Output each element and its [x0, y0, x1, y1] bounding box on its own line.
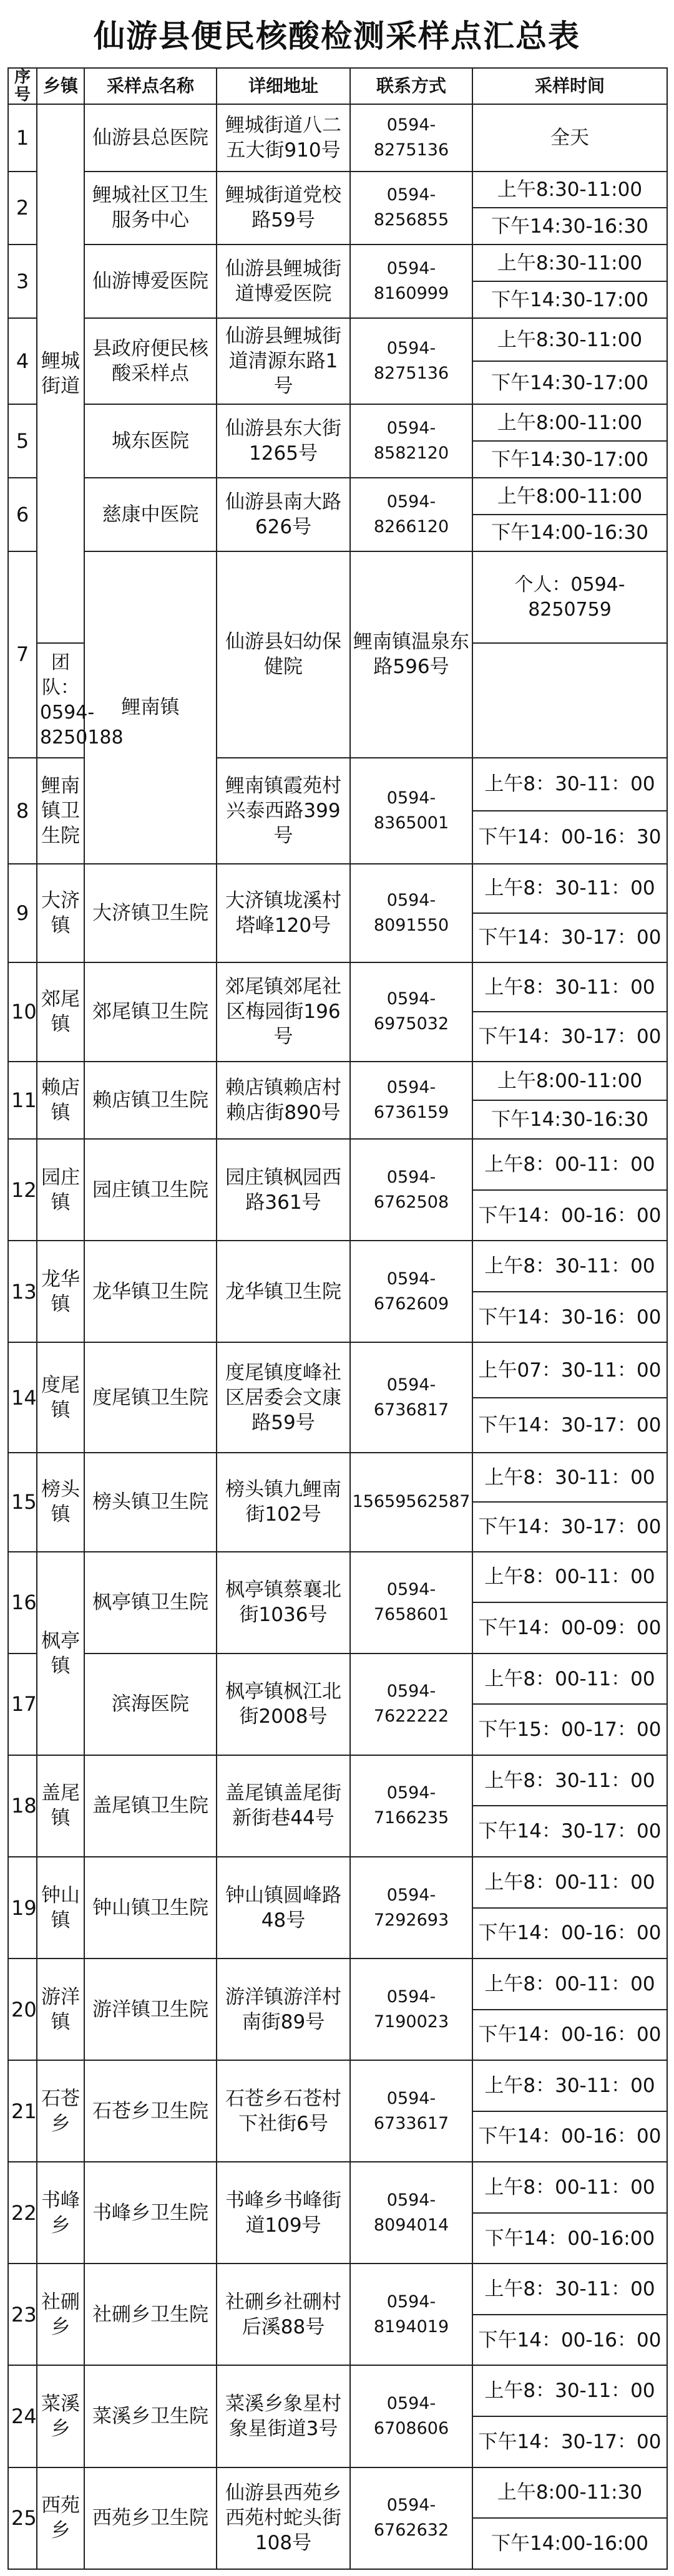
row-number: 16 — [8, 1552, 37, 1654]
site-address: 龙华镇卫生院 — [217, 1241, 350, 1342]
table-row — [8, 864, 667, 913]
table-row — [8, 1755, 667, 1806]
sampling-time: 下午14：30-17：00 — [472, 1806, 667, 1857]
site-name: 社硎乡卫生院 — [84, 2264, 217, 2365]
header-seq: 序号 — [8, 68, 37, 104]
sampling-time: 下午14:30-17:00 — [472, 441, 667, 478]
site-address: 社硎乡社硎村后溪88号 — [217, 2264, 350, 2365]
table-row — [8, 1139, 667, 1190]
table-row — [8, 1342, 667, 1397]
site-name: 石苍乡卫生院 — [84, 2060, 217, 2162]
sampling-time: 上午8：30-11：00 — [472, 2060, 667, 2111]
site-address: 鲤南镇温泉东路596号 — [350, 551, 472, 758]
row-number: 17 — [8, 1654, 37, 1755]
sampling-time: 上午8：30-11：00 — [472, 962, 667, 1012]
site-name: 度尾镇卫生院 — [84, 1342, 217, 1453]
row-number: 7 — [8, 551, 37, 758]
site-name: 菜溪乡卫生院 — [84, 2365, 217, 2467]
site-address: 石苍乡石苍村下社街6号 — [217, 2060, 350, 2162]
sampling-time: 上午8：30-11：00 — [472, 1241, 667, 1292]
town-name: 鲤城街道 — [37, 104, 84, 643]
sampling-time: 下午14：30-17：00 — [472, 1398, 667, 1453]
sampling-time: 下午14：00-16:00 — [472, 2213, 667, 2264]
sampling-time: 上午8:30-11:00 — [472, 172, 667, 208]
table-row — [8, 2162, 667, 2213]
header-contact: 联系方式 — [350, 68, 472, 104]
site-address: 度尾镇度峰社区居委会文康路59号 — [217, 1342, 350, 1453]
row-number: 13 — [8, 1241, 37, 1342]
table-row — [8, 1857, 667, 1908]
table-row — [8, 318, 667, 361]
table-row — [8, 1552, 667, 1603]
site-address: 鲤南镇霞苑村兴泰西路399号 — [217, 758, 350, 864]
site-name: 仙游县妇幼保健院 — [217, 551, 350, 758]
site-address: 枫亭镇枫江北街2008号 — [217, 1654, 350, 1755]
site-address: 赖店镇赖店村赖店街890号 — [217, 1062, 350, 1140]
town-name: 鲤南镇 — [84, 551, 217, 864]
row-number: 14 — [8, 1342, 37, 1453]
sampling-time: 上午8：00-11：00 — [472, 1552, 667, 1603]
header-time: 采样时间 — [472, 68, 667, 104]
sampling-time: 下午14:30-16:30 — [472, 1100, 667, 1139]
row-number: 6 — [8, 478, 37, 551]
sampling-time: 上午8:00-11:00 — [472, 404, 667, 441]
contact-phone: 15659562587 — [350, 1453, 472, 1552]
site-address: 游洋镇游洋村南街89号 — [217, 1959, 350, 2060]
sampling-time: 上午8：30-11：00 — [472, 864, 667, 913]
sampling-time: 上午8：30-11：00 — [472, 758, 667, 811]
contact-phone: 0594-8266120 — [350, 478, 472, 551]
sampling-time: 下午14：30-17：00 — [472, 2416, 667, 2467]
header-town: 乡镇 — [37, 68, 84, 104]
sampling-time: 下午14：30-17：00 — [472, 913, 667, 962]
sampling-time: 上午07：30-11：00 — [472, 1342, 667, 1397]
row-number: 11 — [8, 1062, 37, 1140]
sampling-time: 下午14:30-16:30 — [472, 208, 667, 245]
table-row — [8, 962, 667, 1012]
page-title: 仙游县便民核酸检测采样点汇总表 — [94, 17, 580, 54]
table-row — [8, 1654, 667, 1705]
table-row — [8, 1241, 667, 1292]
site-address: 仙游县鲤城街道清源东路1号 — [217, 318, 350, 404]
row-number: 19 — [8, 1857, 37, 1959]
row-number: 21 — [8, 2060, 37, 2162]
row-number: 24 — [8, 2365, 37, 2467]
sampling-time: 下午14:00-16:30 — [472, 515, 667, 551]
sampling-time: 下午14：00-16：00 — [472, 1190, 667, 1241]
town-name: 菜溪乡 — [37, 2365, 84, 2467]
sampling-time: 上午8：30-11：00 — [472, 2264, 667, 2315]
site-name: 钟山镇卫生院 — [84, 1857, 217, 1959]
contact-phone: 0594-7658601 — [350, 1552, 472, 1654]
town-name: 盖尾镇 — [37, 1755, 84, 1857]
table-row — [8, 1959, 667, 2010]
header-site: 采样点名称 — [84, 68, 217, 104]
row-number: 4 — [8, 318, 37, 404]
site-address: 书峰乡书峰街道109号 — [217, 2162, 350, 2264]
sampling-time: 上午8:00-11:00 — [472, 1062, 667, 1100]
site-name: 龙华镇卫生院 — [84, 1241, 217, 1342]
site-name: 县政府便民核酸采样点 — [84, 318, 217, 404]
row-number: 8 — [8, 758, 37, 864]
site-name: 鲤城社区卫生服务中心 — [84, 172, 217, 245]
site-address: 仙游县鲤城街道博爱医院 — [217, 245, 350, 318]
contact-phone: 0594-8194019 — [350, 2264, 472, 2365]
table-row — [8, 1453, 667, 1502]
sampling-time: 下午14：00-16：00 — [472, 2315, 667, 2366]
sampling-time: 上午8:00-11:30 — [472, 2467, 667, 2519]
table-row — [8, 104, 667, 172]
sampling-time: 上午8:00-11:00 — [472, 478, 667, 515]
sampling-time: 上午8：30-11：00 — [472, 1755, 667, 1806]
contact-phone: 0594-8094014 — [350, 2162, 472, 2264]
table-row — [8, 172, 667, 208]
table-row — [8, 404, 667, 441]
site-address: 仙游县东大街1265号 — [217, 404, 350, 478]
sampling-time: 下午14：00-16：00 — [472, 2111, 667, 2162]
site-name: 书峰乡卫生院 — [84, 2162, 217, 2264]
contact-phone: 0594-7622222 — [350, 1654, 472, 1755]
sampling-time: 下午14:30-17:00 — [472, 281, 667, 318]
sampling-time: 上午8：00-11：00 — [472, 1857, 667, 1908]
town-name: 社硎乡 — [37, 2264, 84, 2365]
sampling-time: 上午8：00-11：00 — [472, 2162, 667, 2213]
row-number: 5 — [8, 404, 37, 478]
header-address: 详细地址 — [217, 68, 350, 104]
site-name: 榜头镇卫生院 — [84, 1453, 217, 1552]
sampling-time: 全天 — [472, 104, 667, 172]
contact-phone: 0594-6762632 — [350, 2467, 472, 2569]
town-name: 度尾镇 — [37, 1342, 84, 1453]
site-address: 仙游县西苑乡西苑村蛇头街108号 — [217, 2467, 350, 2569]
contact-phone: 0594-8256855 — [350, 172, 472, 245]
town-name: 枫亭镇 — [37, 1552, 84, 1755]
site-name: 游洋镇卫生院 — [84, 1959, 217, 2060]
row-number: 2 — [8, 172, 37, 245]
town-name: 郊尾镇 — [37, 962, 84, 1062]
site-name: 慈康中医院 — [84, 478, 217, 551]
contact-phone: 0594-6762508 — [350, 1139, 472, 1241]
town-name: 赖店镇 — [37, 1062, 84, 1140]
sampling-time: 下午14：30-16：00 — [472, 1292, 667, 1343]
contact-phone: 0594-7292693 — [350, 1857, 472, 1959]
sampling-time: 上午8：30-11：00 — [472, 2365, 667, 2416]
contact-phone: 0594-8275136 — [350, 318, 472, 404]
row-number: 15 — [8, 1453, 37, 1552]
town-name: 游洋镇 — [37, 1959, 84, 2060]
site-name: 郊尾镇卫生院 — [84, 962, 217, 1062]
row-number: 23 — [8, 2264, 37, 2365]
table-row — [8, 245, 667, 281]
row-number: 22 — [8, 2162, 37, 2264]
contact-personal: 个人：0594-8250759 — [472, 551, 667, 643]
contact-phone: 0594-8275136 — [350, 104, 472, 172]
table-row — [8, 2264, 667, 2315]
site-name: 园庄镇卫生院 — [84, 1139, 217, 1241]
site-name: 西苑乡卫生院 — [84, 2467, 217, 2569]
site-address: 园庄镇枫园西路361号 — [217, 1139, 350, 1241]
site-name: 仙游博爱医院 — [84, 245, 217, 318]
site-address: 枫亭镇蔡襄北街1036号 — [217, 1552, 350, 1654]
site-address: 鲤城街道八二五大街910号 — [217, 104, 350, 172]
sampling-time: 下午14：00-09：00 — [472, 1602, 667, 1654]
sampling-time: 上午8:30-11:00 — [472, 245, 667, 281]
contact-phone: 0594-7166235 — [350, 1755, 472, 1857]
sampling-time: 上午8：00-11：00 — [472, 1959, 667, 2010]
contact-phone: 0594-7190023 — [350, 1959, 472, 2060]
site-name: 枫亭镇卫生院 — [84, 1552, 217, 1654]
sampling-time: 上午8：00-11：00 — [472, 1654, 667, 1705]
site-address: 钟山镇圆峰路48号 — [217, 1857, 350, 1959]
table-row — [8, 1062, 667, 1100]
contact-group: 团队：0594-8250188 — [37, 643, 84, 757]
sampling-time: 下午14:30-17:00 — [472, 361, 667, 404]
site-address: 榜头镇九鲤南街102号 — [217, 1453, 350, 1552]
site-address: 大济镇垅溪村塔峰120号 — [217, 864, 350, 963]
sampling-time: 下午15：00-17：00 — [472, 1704, 667, 1755]
row-number: 10 — [8, 962, 37, 1062]
table-row — [8, 478, 667, 515]
site-name: 滨海医院 — [84, 1654, 217, 1755]
row-number: 25 — [8, 2467, 37, 2569]
contact-phone: 0594-6736817 — [350, 1342, 472, 1453]
town-name: 钟山镇 — [37, 1857, 84, 1959]
town-name: 园庄镇 — [37, 1139, 84, 1241]
sampling-time: 上午8:30-11:00 — [472, 318, 667, 361]
contact-phone: 0594-6762609 — [350, 1241, 472, 1342]
contact-phone: 0594-6975032 — [350, 962, 472, 1062]
row-number: 20 — [8, 1959, 37, 2060]
sampling-time: 下午14：00-16：00 — [472, 2010, 667, 2061]
town-name: 大济镇 — [37, 864, 84, 963]
sampling-time: 上午8：30-11：00 — [472, 1453, 667, 1502]
site-address: 菜溪乡象星村象星街道3号 — [217, 2365, 350, 2467]
town-name: 石苍乡 — [37, 2060, 84, 2162]
sampling-time: 下午14：30-17：00 — [472, 1502, 667, 1551]
row-number: 18 — [8, 1755, 37, 1857]
row-number: 3 — [8, 245, 37, 318]
site-address: 郊尾镇郊尾社区梅园街196号 — [217, 962, 350, 1062]
site-address: 盖尾镇盖尾街新街巷44号 — [217, 1755, 350, 1857]
table-row — [8, 551, 667, 643]
site-name: 大济镇卫生院 — [84, 864, 217, 963]
site-address: 鲤城街道党校路59号 — [217, 172, 350, 245]
contact-phone: 0594-8365001 — [350, 758, 472, 864]
sampling-sites-table — [7, 67, 668, 2570]
site-address: 仙游县南大路626号 — [217, 478, 350, 551]
row-number: 1 — [8, 104, 37, 172]
row-number: 9 — [8, 864, 37, 963]
contact-phone: 0594-8160999 — [350, 245, 472, 318]
town-name: 龙华镇 — [37, 1241, 84, 1342]
town-name: 西苑乡 — [37, 2467, 84, 2569]
contact-phone: 0594-8582120 — [350, 404, 472, 478]
contact-phone: 0594-6733617 — [350, 2060, 472, 2162]
contact-phone: 0594-8091550 — [350, 864, 472, 963]
site-name: 赖店镇卫生院 — [84, 1062, 217, 1140]
site-name: 盖尾镇卫生院 — [84, 1755, 217, 1857]
table-row — [8, 2467, 667, 2519]
site-name: 仙游县总医院 — [84, 104, 217, 172]
contact-phone: 0594-6708606 — [350, 2365, 472, 2467]
row-number: 12 — [8, 1139, 37, 1241]
town-name: 书峰乡 — [37, 2162, 84, 2264]
contact-phone: 0594-6736159 — [350, 1062, 472, 1140]
sampling-time: 下午14：00-16：00 — [472, 1908, 667, 1959]
table-header-row — [8, 68, 667, 104]
table-row — [8, 2060, 667, 2111]
sampling-time: 上午8：00-11：00 — [472, 1139, 667, 1190]
site-name: 城东医院 — [84, 404, 217, 478]
sampling-time: 下午14：00-16：30 — [472, 811, 667, 864]
sampling-time: 下午14：30-17：00 — [472, 1012, 667, 1061]
sampling-time: 下午14:00-16:00 — [472, 2518, 667, 2569]
table-row — [8, 2365, 667, 2416]
town-name: 榜头镇 — [37, 1453, 84, 1552]
site-name: 鲤南镇卫生院 — [37, 758, 84, 864]
